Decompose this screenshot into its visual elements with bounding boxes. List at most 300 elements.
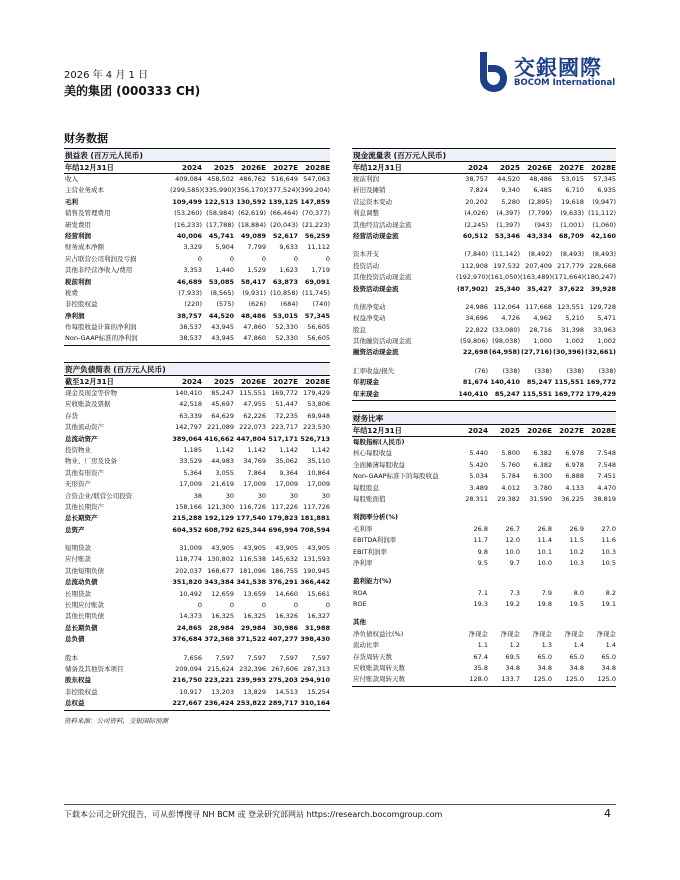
table-header-row [352, 425, 616, 437]
table-title: 财务比率 [352, 411, 616, 425]
table-row [352, 460, 616, 471]
row-label: 研发费用 [65, 220, 91, 229]
table-row [64, 468, 330, 479]
row-label: 权益净变动 [353, 314, 386, 323]
row-value: 516,649 [271, 175, 298, 183]
row-value: 7,824 [469, 186, 488, 195]
row-value: 10,864 [307, 468, 330, 477]
row-label: EBIT利润率 [353, 547, 387, 556]
year-header: 2027E [273, 377, 298, 386]
row-value: 26.7 [505, 524, 520, 533]
row-value: (30,396) [552, 348, 584, 357]
row-value: 128.0 [469, 675, 488, 684]
row-value: 7.9 [541, 588, 552, 597]
row-value: 33,529 [179, 457, 202, 466]
row-value: 9,364 [279, 468, 298, 477]
row-value: (180,247) [584, 273, 616, 282]
table-row [64, 333, 330, 345]
row-value: 117,226 [271, 502, 298, 511]
row-label: 投资物业 [65, 445, 91, 454]
row-label: 其他投资活动现金流 [353, 273, 412, 282]
row-value: 125.0 [597, 675, 616, 684]
table-row [352, 336, 616, 347]
row-value: 122,513 [204, 197, 234, 206]
row-value: 净现金 [532, 629, 552, 638]
row-value: (70,377) [302, 209, 330, 218]
table-row [64, 664, 330, 675]
row-value: 10,492 [179, 589, 202, 598]
row-value: (11,112) [588, 209, 616, 218]
row-value: 53,015 [272, 311, 298, 320]
row-value: 60,512 [462, 231, 488, 240]
year-header: 2028E [305, 377, 330, 386]
table-row [64, 277, 330, 288]
row-value: 38,537 [179, 323, 202, 332]
row-label: 主营业务成本 [65, 186, 104, 195]
table-row [352, 284, 616, 295]
row-value: 115,551 [522, 389, 552, 398]
row-value: 42,160 [590, 231, 616, 240]
table-row [352, 588, 616, 599]
row-value: 708,594 [300, 525, 330, 534]
row-value: 31.590 [529, 494, 552, 503]
row-value: (76) [474, 366, 488, 375]
table-row [352, 231, 616, 242]
row-value: (7,840) [464, 250, 488, 259]
table-row [64, 399, 330, 410]
row-value: (64,958) [488, 348, 520, 357]
row-value: 16,325 [211, 612, 234, 621]
row-value [520, 512, 552, 523]
row-value: 139,125 [268, 197, 298, 206]
row-value: (16,233) [174, 220, 202, 229]
row-value: 34.8 [505, 664, 520, 673]
row-label: 其他长期负债 [65, 612, 104, 621]
row-value: 16,325 [243, 612, 266, 621]
year-header: 2026E [241, 163, 266, 172]
row-value [552, 437, 584, 448]
row-value: 169,772 [271, 389, 298, 397]
row-label: 投资活动 [353, 261, 379, 270]
row-label: 核心每股收益 [353, 449, 392, 458]
row-value: 5,904 [215, 243, 234, 252]
row-value: 1,142 [247, 445, 266, 454]
row-value: 115,551 [554, 378, 584, 387]
row-label: 长期应付账款 [65, 601, 104, 610]
row-label: 总资产 [65, 525, 85, 534]
row-value: 142,797 [175, 423, 202, 432]
row-value: 216,750 [172, 676, 202, 685]
row-value [520, 437, 552, 448]
table-row [352, 377, 616, 388]
row-value: 6,935 [597, 186, 616, 195]
table-row [352, 220, 616, 231]
table-row [352, 629, 616, 640]
row-value: 13,203 [211, 687, 234, 696]
table-row [352, 640, 616, 651]
row-value: 44,520 [208, 311, 234, 320]
row-value: 65.0 [537, 652, 552, 661]
row-value: 123,551 [557, 302, 584, 311]
row-label: 物业、厂房及设备 [65, 457, 117, 466]
row-label: 现金及现金等价物 [65, 389, 117, 397]
row-value: 24,865 [176, 623, 202, 632]
row-label: 股本 [65, 653, 78, 662]
row-value: 3,353 [183, 266, 202, 275]
row-value: (740) [312, 300, 330, 309]
year-end-label: 截至12月31日 [65, 377, 114, 386]
table-row [352, 617, 616, 628]
year-header: 2026E [241, 377, 266, 386]
table-row [64, 322, 330, 333]
row-value: 604,352 [172, 525, 202, 534]
row-value: 117,726 [303, 502, 330, 511]
row-value: 7.3 [509, 588, 520, 597]
row-value: 53,806 [307, 400, 330, 409]
row-value: 37,622 [558, 284, 584, 293]
row-value: 1,002 [565, 337, 584, 346]
row-label: 存货周转天数 [353, 652, 392, 661]
row-value: 140,410 [490, 378, 520, 387]
row-value: 56,605 [307, 323, 330, 332]
row-value: (399,204) [298, 186, 330, 195]
row-value: 0 [325, 254, 330, 263]
year-header: 2024 [467, 426, 488, 435]
row-value: 625,344 [236, 525, 266, 534]
table-row [352, 524, 616, 535]
row-value: 10.2 [569, 547, 584, 556]
table-row [64, 525, 330, 536]
row-value: 3,329 [183, 243, 202, 252]
row-label: 财务成本净额 [65, 243, 104, 252]
row-value: 11.4 [537, 536, 552, 545]
row-label: 每股股息 [353, 483, 379, 492]
spacer-row [352, 569, 616, 576]
table-row [64, 513, 330, 524]
row-label: 税费 [65, 288, 78, 297]
row-label: 作每股收益计算的净利润 [65, 323, 137, 332]
row-value: 19.8 [537, 600, 552, 609]
row-label: 应付账款周转天数 [353, 675, 405, 684]
row-value: (192,970) [456, 273, 488, 282]
row-value: 376,684 [172, 635, 202, 644]
row-value: 112,064 [493, 302, 520, 311]
row-value: 294,910 [300, 676, 330, 685]
row-label: 应付账款 [65, 555, 91, 564]
row-value: (58,984) [206, 209, 234, 218]
row-value: 38,757 [176, 311, 202, 320]
row-value: 6,485 [533, 186, 552, 195]
row-value: (21,223) [302, 220, 330, 229]
row-label: Non-GAAP标准的净利润 [65, 334, 138, 343]
row-value: 0 [293, 601, 298, 610]
row-value [488, 617, 520, 628]
row-value: 72,235 [275, 411, 298, 420]
row-value: 202,037 [175, 566, 202, 575]
row-value: (33,080) [492, 325, 520, 334]
row-value: 9,340 [501, 186, 520, 195]
row-value: 45,741 [208, 231, 234, 240]
year-header: 2024 [467, 163, 488, 172]
row-value: (338) [534, 366, 552, 375]
row-value: 209,094 [175, 664, 202, 673]
table-row [64, 675, 330, 686]
row-value: (98,038) [492, 337, 520, 346]
row-label: Non-GAAP标准下的每股收益 [353, 472, 439, 481]
row-value: 7,597 [279, 653, 298, 662]
row-value: 29,984 [240, 623, 266, 632]
row-value: 56,259 [304, 231, 330, 240]
row-value: 43,905 [275, 544, 298, 553]
row-value: 35,110 [307, 457, 330, 466]
row-value: 19.2 [505, 600, 520, 609]
row-label: 无形资产 [65, 480, 91, 489]
row-value: 5.420 [469, 460, 488, 469]
row-value: 52,330 [275, 334, 298, 343]
row-value: (220) [184, 300, 202, 309]
footer-text: 下载本公司之研究报告，可从彭博搜寻 NH BCM 或 登录研究部网站 https://research.bocomgroup.com [64, 810, 443, 819]
row-value: 30,986 [272, 623, 298, 632]
table-row [352, 437, 616, 448]
row-value: 227,667 [172, 699, 202, 708]
row-value: 177,540 [236, 514, 266, 523]
table-row [64, 174, 330, 185]
row-value: (87,902) [456, 284, 488, 293]
row-value: 6.978 [565, 449, 584, 458]
row-value: 43,905 [307, 544, 330, 553]
row-value: 38,537 [179, 334, 202, 343]
row-value: 30 [257, 491, 266, 500]
row-value: 净现金 [596, 629, 616, 638]
row-value [456, 512, 488, 523]
row-value: 1,142 [311, 445, 330, 454]
row-label: 每股账面值 [353, 494, 386, 503]
row-value: 158,166 [175, 502, 202, 511]
row-value: (62,619) [238, 209, 266, 218]
row-value: 26.9 [569, 524, 584, 533]
row-value: (163,489) [520, 273, 552, 282]
year-header: 2024 [181, 377, 202, 386]
row-value: 47,860 [243, 323, 266, 332]
row-label: 净利率 [353, 558, 373, 567]
row-label: 应收账款及票据 [65, 400, 111, 409]
row-value: 116,726 [239, 502, 266, 511]
row-value: (20,043) [270, 220, 298, 229]
row-value: 6.382 [533, 449, 552, 458]
row-value: 10.3 [569, 558, 584, 567]
row-label: 总长期负债 [65, 623, 98, 632]
table-row [352, 483, 616, 494]
row-value: 10.3 [601, 547, 616, 556]
row-value: 12.0 [505, 536, 520, 545]
row-value: 0 [197, 601, 202, 610]
row-value: 13,659 [243, 589, 266, 598]
row-value: 42,518 [179, 400, 202, 409]
table-row [352, 494, 616, 505]
row-value: 53,015 [561, 175, 584, 183]
table-row [352, 512, 616, 523]
row-value: (338) [502, 366, 520, 375]
row-label: 非控股权益 [65, 687, 98, 696]
spacer-row [352, 610, 616, 617]
row-value: 547,063 [303, 175, 330, 183]
row-value: 58,417 [240, 277, 266, 286]
row-value: (575) [216, 300, 234, 309]
row-value: (356,170) [234, 186, 266, 195]
row-label: 负债净变动 [353, 302, 386, 311]
table-row [64, 687, 330, 698]
row-value [520, 576, 552, 587]
row-value: 47,860 [243, 334, 266, 343]
row-value: 19.1 [601, 600, 616, 609]
row-value: 26.8 [537, 524, 552, 533]
row-value: 147,859 [300, 197, 330, 206]
row-value: 608,792 [204, 525, 234, 534]
table-title: 资产负债简表 (百万元人民币) [64, 362, 330, 376]
footer-divider [64, 804, 616, 805]
row-value [584, 512, 616, 523]
table-row [64, 502, 330, 513]
row-value: 69,091 [304, 277, 330, 286]
row-value: 133.7 [501, 675, 520, 684]
row-value: 15,254 [307, 687, 330, 696]
row-value: (18,884) [238, 220, 266, 229]
row-value: (684) [280, 300, 298, 309]
spacer-row [352, 359, 616, 366]
row-value: 净现金 [468, 629, 488, 638]
row-value: 48,486 [240, 311, 266, 320]
row-value: 22,822 [465, 325, 488, 334]
row-value: 416,662 [204, 434, 234, 443]
table-row [352, 249, 616, 260]
row-value: 5,364 [183, 468, 202, 477]
row-value: 4.133 [565, 483, 584, 492]
row-value: 7.1 [477, 588, 488, 597]
year-header: 2024 [181, 163, 202, 172]
row-value: 7,597 [311, 653, 330, 662]
table-row [64, 566, 330, 577]
row-value: 9.7 [509, 558, 520, 567]
row-value: 57,345 [304, 311, 330, 320]
row-value: 25,340 [494, 284, 520, 293]
table-row [64, 208, 330, 219]
row-value: 179,429 [303, 389, 330, 397]
row-value: 696,994 [268, 525, 298, 534]
row-value: 109,499 [172, 197, 202, 206]
row-value: (1,397) [496, 220, 520, 229]
row-value: 22,698 [462, 348, 488, 357]
row-value: (4,397) [496, 209, 520, 218]
row-value: 1,142 [279, 445, 298, 454]
row-value: 39,928 [590, 284, 616, 293]
row-value: 45,697 [211, 400, 234, 409]
table-row [352, 197, 616, 208]
row-value: 121,300 [207, 502, 234, 511]
table-row [64, 185, 330, 196]
row-value: 43,905 [243, 544, 266, 553]
table-row [64, 543, 330, 554]
row-value: 28.311 [465, 494, 488, 503]
row-label: 总流动资产 [65, 434, 98, 443]
row-value: (1,001) [560, 220, 584, 229]
row-value: 7,656 [183, 653, 202, 662]
table-row [352, 208, 616, 219]
row-value: 35,062 [275, 457, 298, 466]
row-value: 0 [229, 601, 234, 610]
row-value: 43,334 [526, 231, 552, 240]
row-label: 盈利能力(%) [353, 577, 392, 586]
table-row [64, 242, 330, 253]
row-label: 收入 [65, 175, 78, 183]
table-row [352, 448, 616, 459]
row-value: 7.548 [597, 460, 616, 469]
table-row [352, 663, 616, 674]
row-value: 341,538 [236, 578, 266, 587]
row-value: 0 [197, 254, 202, 263]
row-value: 217,779 [557, 261, 584, 270]
row-label: 净负债权益比(%) [353, 629, 404, 638]
row-value: 85,247 [526, 378, 552, 387]
table-row [64, 434, 330, 445]
row-value: 5,210 [565, 314, 584, 323]
row-value: 11.5 [569, 536, 584, 545]
row-value: 275,203 [268, 676, 298, 685]
row-value: 7,597 [247, 653, 266, 662]
row-value: 1.4 [573, 641, 584, 650]
table-row [352, 366, 616, 377]
row-label: 其他长期资产 [65, 502, 104, 511]
row-value: 486,762 [239, 175, 266, 183]
row-value: 140,410 [175, 389, 202, 397]
row-value [488, 437, 520, 448]
row-value: (943) [534, 220, 552, 229]
row-value: 35,427 [526, 284, 552, 293]
row-value: 43,905 [211, 544, 234, 553]
table-row [64, 445, 330, 456]
row-label: 经营活动现金流 [353, 231, 399, 240]
table-row [64, 698, 330, 710]
row-value: 1,529 [247, 266, 266, 275]
row-value: 215,288 [172, 514, 202, 523]
row-value: 4,726 [501, 314, 520, 323]
row-value: 118,774 [175, 555, 202, 564]
row-value: 267,606 [271, 664, 298, 673]
row-value: 125.0 [533, 675, 552, 684]
row-value: 40,006 [176, 231, 202, 240]
row-value: (4,026) [464, 209, 488, 218]
row-value: 53,346 [494, 231, 520, 240]
row-value [584, 437, 616, 448]
row-value [456, 617, 488, 628]
row-value: (338) [598, 366, 616, 375]
row-value: 112,908 [461, 261, 488, 270]
row-value: 389,064 [172, 434, 202, 443]
row-label: 其他融资活动现金流 [353, 337, 412, 346]
row-value: 34.8 [601, 664, 616, 673]
row-label: 毛利 [65, 197, 78, 206]
row-value: 52,617 [272, 231, 298, 240]
row-value: (53,260) [174, 209, 202, 218]
row-label: ROA [353, 588, 367, 597]
row-label: 合资企业/联营公司投资 [65, 491, 133, 500]
row-value: 49,089 [240, 231, 266, 240]
row-label: 短期贷款 [65, 544, 91, 553]
row-label: 折旧及摊销 [353, 186, 386, 195]
row-value: 169,772 [586, 378, 616, 387]
row-value: (171,664) [552, 273, 584, 282]
row-value: (66,464) [270, 209, 298, 218]
row-value: 179,823 [268, 514, 298, 523]
